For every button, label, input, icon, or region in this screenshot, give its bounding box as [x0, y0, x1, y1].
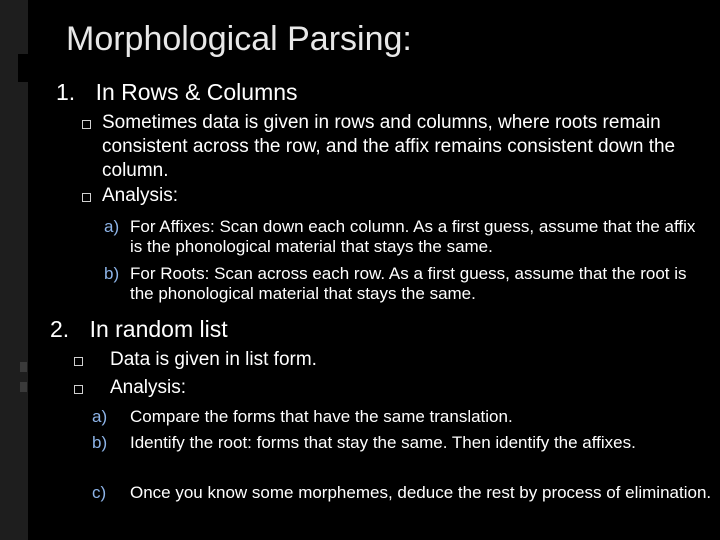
list-letter: b) — [104, 264, 120, 283]
section-number: 1. — [56, 79, 76, 105]
list-letter: a) — [104, 217, 120, 236]
section-1-heading — [56, 79, 298, 106]
list-item-text: Once you know some morphemes, deduce the rest by process of elimination. — [130, 483, 712, 502]
accent-bar — [18, 54, 28, 82]
square-bullet-icon — [82, 193, 91, 202]
section-title: In random list — [89, 316, 228, 342]
bullet-text: Analysis: — [102, 185, 179, 206]
bullet-text: Analysis: — [110, 377, 187, 398]
square-bullet-icon — [74, 357, 83, 366]
section-title: In Rows & Columns — [95, 79, 298, 105]
section-number: 2. — [50, 316, 70, 342]
square-bullet-icon — [74, 385, 83, 394]
bullet-text: Data is given in list form. — [110, 349, 317, 370]
square-bullet-icon — [82, 120, 91, 129]
section-2-heading — [50, 316, 228, 343]
list-item-text: Identify the root: forms that stay the same. Then identify the affixes. — [130, 433, 636, 452]
list-item-text: For Roots: Scan across each row. As a first guess, assume that the root is the phonological material that stays the same. — [130, 264, 687, 303]
accent-mark — [20, 382, 27, 392]
list-letter: b) — [92, 433, 108, 452]
accent-mark — [20, 362, 27, 372]
slide-title: Morphological Parsing: — [66, 20, 412, 58]
list-item-text: For Affixes: Scan down each column. As a first guess, assume that the affix is the phonological material that stays the same. — [130, 217, 696, 256]
bullet-text: Sometimes data is given in rows and columns, where roots remain consistent across the row, and the affix remains consistent down the column. — [102, 112, 676, 181]
list-letter: c) — [92, 483, 107, 502]
list-item-text: Compare the forms that have the same translation. — [130, 407, 513, 426]
list-letter: a) — [92, 407, 108, 426]
